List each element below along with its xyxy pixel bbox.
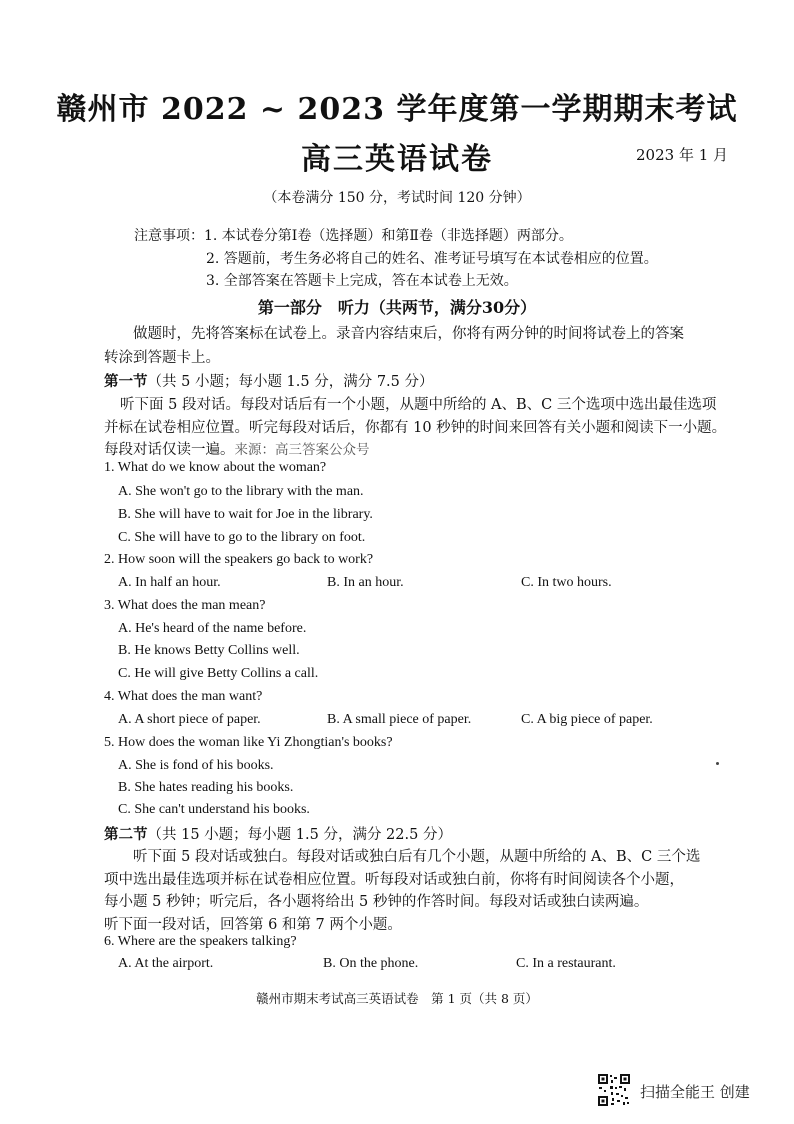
section2-heading: 第二节（共 15 小题；每小题 1.5 分，满分 22.5 分） [104,826,452,843]
part1-heading: 第一部分 听力（共两节，满分30分） [257,298,537,317]
section1-heading: 第一节（共 5 小题；每小题 1.5 分，满分 7.5 分） [104,373,434,390]
section2-instr-4: 听下面一段对话，回答第 6 和第 7 两个小题。 [104,917,402,933]
question-2: 2. How soon will the speakers go back to work? [104,552,374,567]
q2-option-a: A. In half an hour. [118,575,221,590]
q1-option-a: A. She won't go to the library with the man. [118,484,364,499]
q2-option-c: C. In two hours. [521,575,612,590]
exam-title: 赣州市 2022 ~ 2023 学年度第一学期期末考试 [56,92,738,127]
q1-option-c: C. She will have to go to the library on foot. [118,530,366,545]
q4-option-a: A. A short piece of paper. [118,712,261,727]
section2-instr-2: 项中选出最佳选项并标在试卷相应位置。听每段对话或独白前，你将有时间阅读各个小题， [104,872,684,888]
part1-intro-2: 转涂到答题卡上。 [104,350,220,366]
q6-option-a: A. At the airport. [118,956,214,971]
notice-item-2: 2. 答题前，考生务必将自己的姓名、准考证号填写在本试卷相应的位置。 [206,251,658,267]
question-4: 4. What does the man want? [104,689,263,704]
source-note: 来源：高三答案公众号 [234,442,370,458]
part1-intro-1: 做题时，先将答案标在试卷上。录音内容结束后，你将有两分钟的时间将试卷上的答案 [133,326,684,342]
page-footer: 赣州市期末考试高三英语试卷 第 1 页（共 8 页） [256,991,538,1006]
section1-instr-2: 并标在试卷相应位置。听完每段对话后，你都有 10 秒钟的时间来回答有关小题和阅读下一小题。 [104,420,727,436]
score-note: （本卷满分 150 分，考试时间 120 分钟） [263,190,531,206]
q6-option-c: C. In a restaurant. [516,956,616,971]
q5-option-b: B. She hates reading his books. [118,780,294,795]
question-5: 5. How does the woman like Yi Zhongtian's books? [104,735,393,750]
q3-option-b: B. He knows Betty Collins well. [118,643,300,658]
question-3: 3. What does the man mean? [104,598,266,613]
q5-option-a: A. She is fond of his books. [118,758,274,773]
exam-date: 2023 年 1 月 [636,146,729,164]
qr-code-icon [597,1073,631,1107]
scan-speck [716,762,719,765]
q3-option-a: A. He's heard of the name before. [118,621,307,636]
q4-option-c: C. A big piece of paper. [521,712,653,727]
q4-option-b: B. A small piece of paper. [327,712,472,727]
q5-option-c: C. She can't understand his books. [118,802,310,817]
q3-option-c: C. He will give Betty Collins a call. [118,666,319,681]
q6-option-b: B. On the phone. [323,956,419,971]
q2-option-b: B. In an hour. [327,575,404,590]
notice-item-3: 3. 全部答案在答题卡上完成，答在本试卷上无效。 [206,273,518,289]
section2-instr-1: 听下面 5 段对话或独白。每段对话或独白后有几个小题，从题中所给的 A、B、C 三个选 [133,849,701,865]
section1-instr-3: 每段对话仅读一遍。来源：高三答案公众号 [104,442,370,458]
q1-option-b: B. She will have to wait for Joe in the library. [118,507,373,522]
scanner-brand: 扫描全能王 创建 [640,1083,750,1101]
notice-item-1: 注意事项：1. 本试卷分第Ⅰ卷（选择题）和第Ⅱ卷（非选择题）两部分。 [134,228,573,244]
exam-subtitle: 高三英语试卷 [301,142,493,177]
notice-label: 注意事项： [134,228,204,244]
question-6: 6. Where are the speakers talking? [104,934,297,949]
question-1: 1. What do we know about the woman? [104,460,327,475]
section2-instr-3: 每小题 5 秒钟；听完后，各小题将给出 5 秒钟的作答时间。每段对话或独白读两遍。 [104,894,649,910]
section1-instr-1: 听下面 5 段对话。每段对话后有一个小题，从题中所给的 A、B、C 三个选项中选出最佳选项 [120,397,717,413]
